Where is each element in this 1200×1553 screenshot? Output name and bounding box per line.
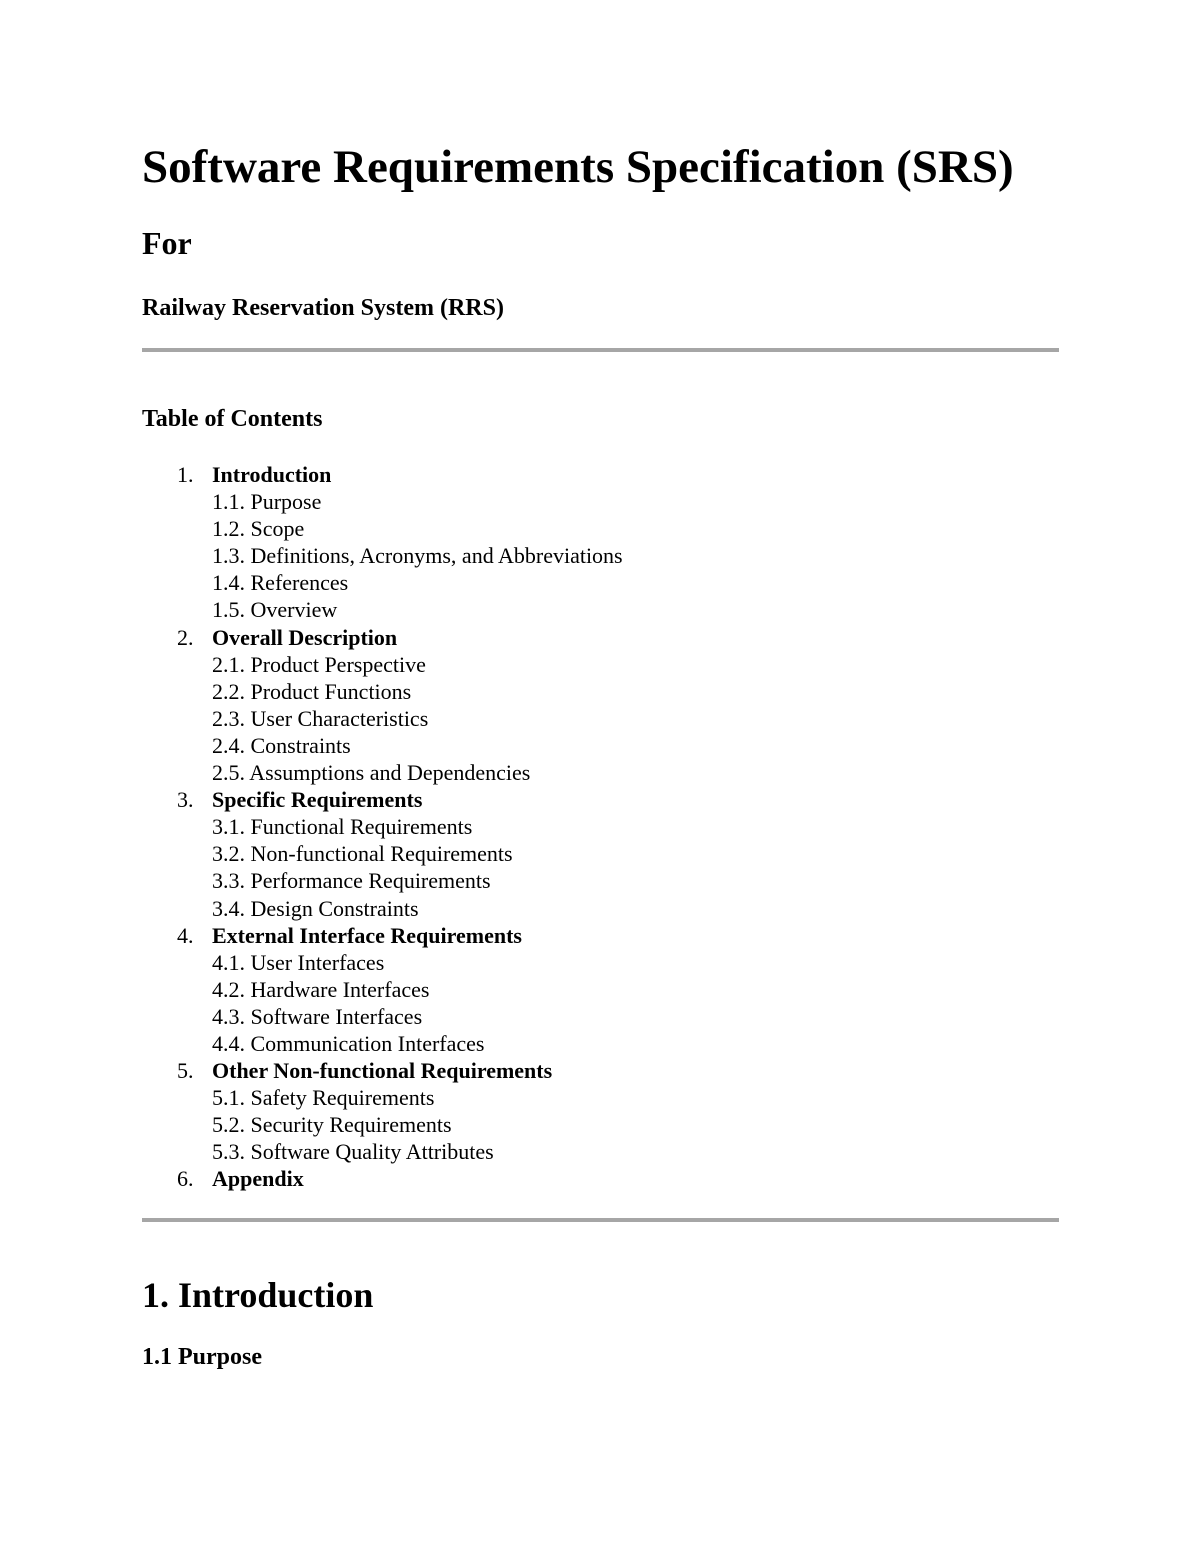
toc-item: 2.1. Product Perspective — [212, 651, 426, 677]
toc-sublist — [212, 813, 902, 921]
toc-section-appendix — [142, 1165, 902, 1192]
toc-section-title: Appendix — [212, 1166, 304, 1192]
toc-section-number: 6. — [177, 1166, 194, 1192]
toc-section-title: External Interface Requirements — [212, 922, 522, 948]
toc-item: 1.1. Purpose — [212, 489, 322, 515]
toc-item: 1.4. References — [212, 570, 349, 596]
toc-item: 4.2. Hardware Interfaces — [212, 976, 430, 1002]
toc-section-title: Other Non-functional Requirements — [212, 1058, 553, 1084]
toc-item: 2.4. Constraints — [212, 732, 351, 758]
toc-section-number: 4. — [177, 922, 194, 948]
toc-sublist — [212, 949, 902, 1057]
table-of-contents — [142, 461, 902, 1193]
horizontal-rule — [142, 348, 1059, 352]
toc-section-introduction — [142, 461, 902, 624]
toc-item: 3.1. Functional Requirements — [212, 814, 473, 840]
toc-section-number: 3. — [177, 787, 194, 813]
toc-item: 5.1. Safety Requirements — [212, 1085, 435, 1111]
section-heading-introduction: 1. Introduction — [142, 1275, 374, 1315]
toc-section-number: 2. — [177, 624, 194, 650]
toc-item: 3.3. Performance Requirements — [212, 868, 491, 894]
toc-item: 4.3. Software Interfaces — [212, 1003, 423, 1029]
toc-section-number: 1. — [177, 462, 194, 487]
for-label: For — [142, 225, 192, 261]
toc-sublist — [212, 1084, 902, 1165]
toc-section-number: 5. — [177, 1058, 194, 1084]
subsection-heading-purpose: 1.1 Purpose — [142, 1344, 262, 1370]
toc-item: 3.2. Non-functional Requirements — [212, 841, 513, 867]
toc-sublist — [212, 651, 902, 786]
toc-item: 5.2. Security Requirements — [212, 1112, 452, 1138]
toc-section-external-interface-requirements — [142, 922, 902, 1057]
toc-item: 5.3. Software Quality Attributes — [212, 1139, 494, 1165]
toc-item: 3.4. Design Constraints — [212, 895, 419, 921]
toc-item: 2.2. Product Functions — [212, 678, 412, 704]
toc-item: 1.5. Overview — [212, 597, 338, 623]
toc-item: 4.4. Communication Interfaces — [212, 1030, 485, 1056]
toc-sublist — [212, 488, 902, 623]
toc-item: 1.2. Scope — [212, 516, 305, 542]
system-name: Railway Reservation System (RRS) — [142, 295, 504, 321]
toc-section-title: Overall Description — [212, 624, 398, 650]
toc-heading: Table of Contents — [142, 406, 323, 432]
toc-section-title: Specific Requirements — [212, 787, 423, 813]
toc-section-specific-requirements — [142, 786, 902, 921]
toc-item: 4.1. User Interfaces — [212, 949, 385, 975]
toc-section-other-non-functional-requirements — [142, 1057, 902, 1165]
toc-item: 2.5. Assumptions and Dependencies — [212, 760, 531, 786]
toc-item: 2.3. User Characteristics — [212, 705, 429, 731]
document-title: Software Requirements Specification (SRS) — [142, 141, 1014, 193]
toc-item: 1.3. Definitions, Acronyms, and Abbreviations — [212, 543, 623, 569]
toc-section-title: Introduction — [212, 462, 332, 487]
toc-section-overall-description — [142, 624, 902, 787]
horizontal-rule — [142, 1218, 1059, 1222]
